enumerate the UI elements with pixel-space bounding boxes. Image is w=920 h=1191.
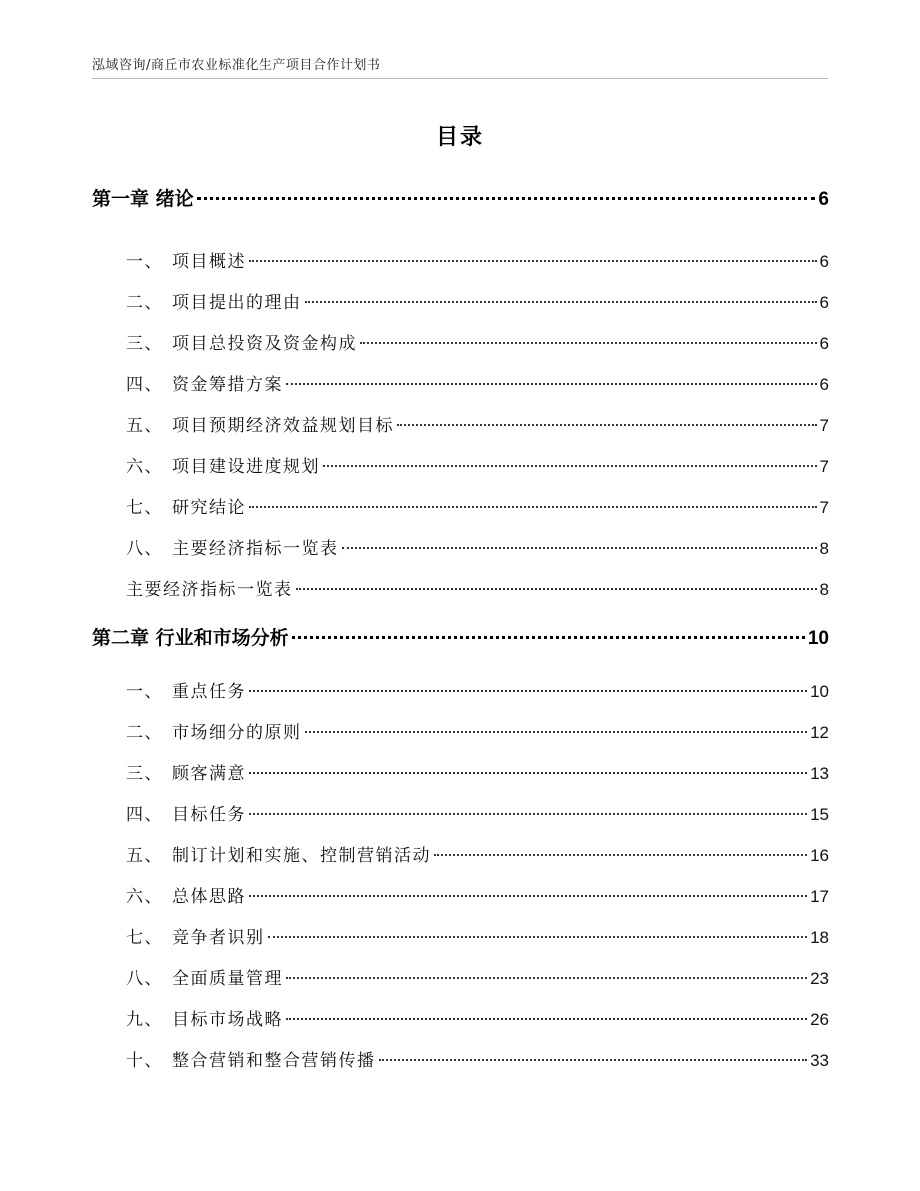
toc-section-1-7[interactable] [126, 493, 829, 518]
dot-leader [268, 936, 808, 938]
dot-leader [249, 813, 807, 815]
toc-section-number: 一、 [126, 252, 163, 272]
toc-section-number: 四、 [126, 805, 163, 825]
toc-section-number: 六、 [126, 457, 163, 477]
toc-page-number: 8 [819, 539, 829, 558]
toc-entry-label: 项目总投资及资金构成 [172, 334, 357, 354]
toc-entry-label: 目标任务 [172, 805, 246, 825]
toc-section-1-5[interactable] [126, 411, 829, 436]
dot-leader [360, 342, 817, 344]
dot-leader [305, 301, 817, 303]
dot-leader [249, 260, 817, 262]
toc-section-2-2[interactable] [126, 718, 829, 743]
toc-section-1-6[interactable] [126, 452, 829, 477]
toc-section-number: 五、 [126, 846, 163, 866]
dot-leader [197, 197, 816, 200]
toc-page-number: 13 [810, 764, 829, 783]
toc-section-number: 八、 [126, 539, 163, 559]
toc-page-number: 7 [819, 457, 829, 476]
toc-entry-label: 总体思路 [172, 887, 246, 907]
toc-section-2-1[interactable] [126, 677, 829, 702]
toc-page-number: 23 [810, 969, 829, 988]
toc-section-number: 六、 [126, 887, 163, 907]
toc-entry-label: 制订计划和实施、控制营销活动 [172, 846, 431, 866]
dot-leader [379, 1059, 808, 1061]
toc-page-number: 17 [810, 887, 829, 906]
toc-entry-label: 主要经济指标一览表 [126, 580, 293, 600]
toc-section-number: 十、 [126, 1051, 163, 1071]
toc-section-2-5[interactable] [126, 841, 829, 866]
toc-entry-label: 项目概述 [172, 252, 246, 272]
toc-section-number: 三、 [126, 334, 163, 354]
toc-section-1-2[interactable] [126, 288, 829, 313]
dot-leader [342, 547, 817, 549]
toc-page-number: 18 [810, 928, 829, 947]
toc-title: 目录 [435, 125, 484, 150]
toc-section-1-1[interactable] [126, 247, 829, 272]
toc-entry-label: 市场细分的原则 [172, 723, 302, 743]
toc-entry-label: 第二章 行业和市场分析 [92, 627, 289, 649]
toc-entry-label: 竞争者识别 [172, 928, 265, 948]
toc-section-1-4[interactable] [126, 370, 829, 395]
toc-page-number: 10 [807, 628, 829, 649]
toc-section-number: 七、 [126, 498, 163, 518]
toc-entry-label: 项目建设进度规划 [172, 457, 320, 477]
toc-section-number: 三、 [126, 764, 163, 784]
toc-entry-label: 项目提出的理由 [172, 293, 302, 313]
toc-section-2-8[interactable] [126, 964, 829, 989]
toc-entry-label: 资金筹措方案 [172, 375, 283, 395]
dot-leader [249, 895, 807, 897]
toc-page-number: 12 [810, 723, 829, 742]
dot-leader [434, 854, 807, 856]
toc-section-2-4[interactable] [126, 800, 829, 825]
dot-leader [286, 383, 817, 385]
dot-leader [286, 977, 807, 979]
toc-entry-label: 目标市场战略 [172, 1010, 283, 1030]
toc-section-number: 四、 [126, 375, 163, 395]
toc-page-number: 7 [819, 416, 829, 435]
toc-page-number: 33 [810, 1051, 829, 1070]
toc-chapter-2[interactable] [92, 623, 829, 650]
toc-section-2-7[interactable] [126, 923, 829, 948]
toc-page-number: 10 [810, 682, 829, 701]
toc-page-number: 6 [818, 189, 829, 210]
toc-section-2-3[interactable] [126, 759, 829, 784]
toc-entry-label: 研究结论 [172, 498, 246, 518]
toc-page-number: 7 [819, 498, 829, 517]
toc-section-number: 八、 [126, 969, 163, 989]
toc-entry-label: 主要经济指标一览表 [172, 539, 339, 559]
dot-leader [296, 588, 817, 590]
toc-entry-label: 顾客满意 [172, 764, 246, 784]
toc-entry-label: 项目预期经济效益规划目标 [172, 416, 394, 436]
toc-section-number: 一、 [126, 682, 163, 702]
dot-leader [292, 636, 805, 639]
toc-section-number: 五、 [126, 416, 163, 436]
toc-page-number: 6 [819, 252, 829, 271]
toc-page-number: 8 [819, 580, 829, 599]
dot-leader [249, 506, 817, 508]
toc-section-2-9[interactable] [126, 1005, 829, 1030]
toc-entry-label: 全面质量管理 [172, 969, 283, 989]
dot-leader [249, 690, 807, 692]
toc-page-number: 6 [819, 375, 829, 394]
toc-entry-label: 整合营销和整合营销传播 [172, 1051, 376, 1071]
dot-leader [249, 772, 807, 774]
toc-section-number: 二、 [126, 723, 163, 743]
toc-section-number: 七、 [126, 928, 163, 948]
toc-page-number: 6 [819, 293, 829, 312]
toc-chapter-1[interactable] [92, 184, 829, 211]
running-header: 泓域咨询/商丘市农业标准化生产项目合作计划书 [92, 58, 381, 73]
dot-leader [323, 465, 817, 467]
dot-leader [286, 1018, 807, 1020]
toc-section-number: 九、 [126, 1010, 163, 1030]
toc-table-entry[interactable] [126, 575, 829, 600]
toc-page-number: 6 [819, 334, 829, 353]
dot-leader [397, 424, 817, 426]
toc-page-number: 26 [810, 1010, 829, 1029]
toc-section-1-8[interactable] [126, 534, 829, 559]
toc-section-1-3[interactable] [126, 329, 829, 354]
toc-page-number: 16 [810, 846, 829, 865]
toc-page-number: 15 [810, 805, 829, 824]
toc-entry-label: 重点任务 [172, 682, 246, 702]
toc-entry-label: 第一章 绪论 [92, 188, 194, 210]
toc-section-2-10[interactable] [126, 1046, 829, 1071]
dot-leader [305, 731, 808, 733]
toc-section-number: 二、 [126, 293, 163, 313]
toc-section-2-6[interactable] [126, 882, 829, 907]
